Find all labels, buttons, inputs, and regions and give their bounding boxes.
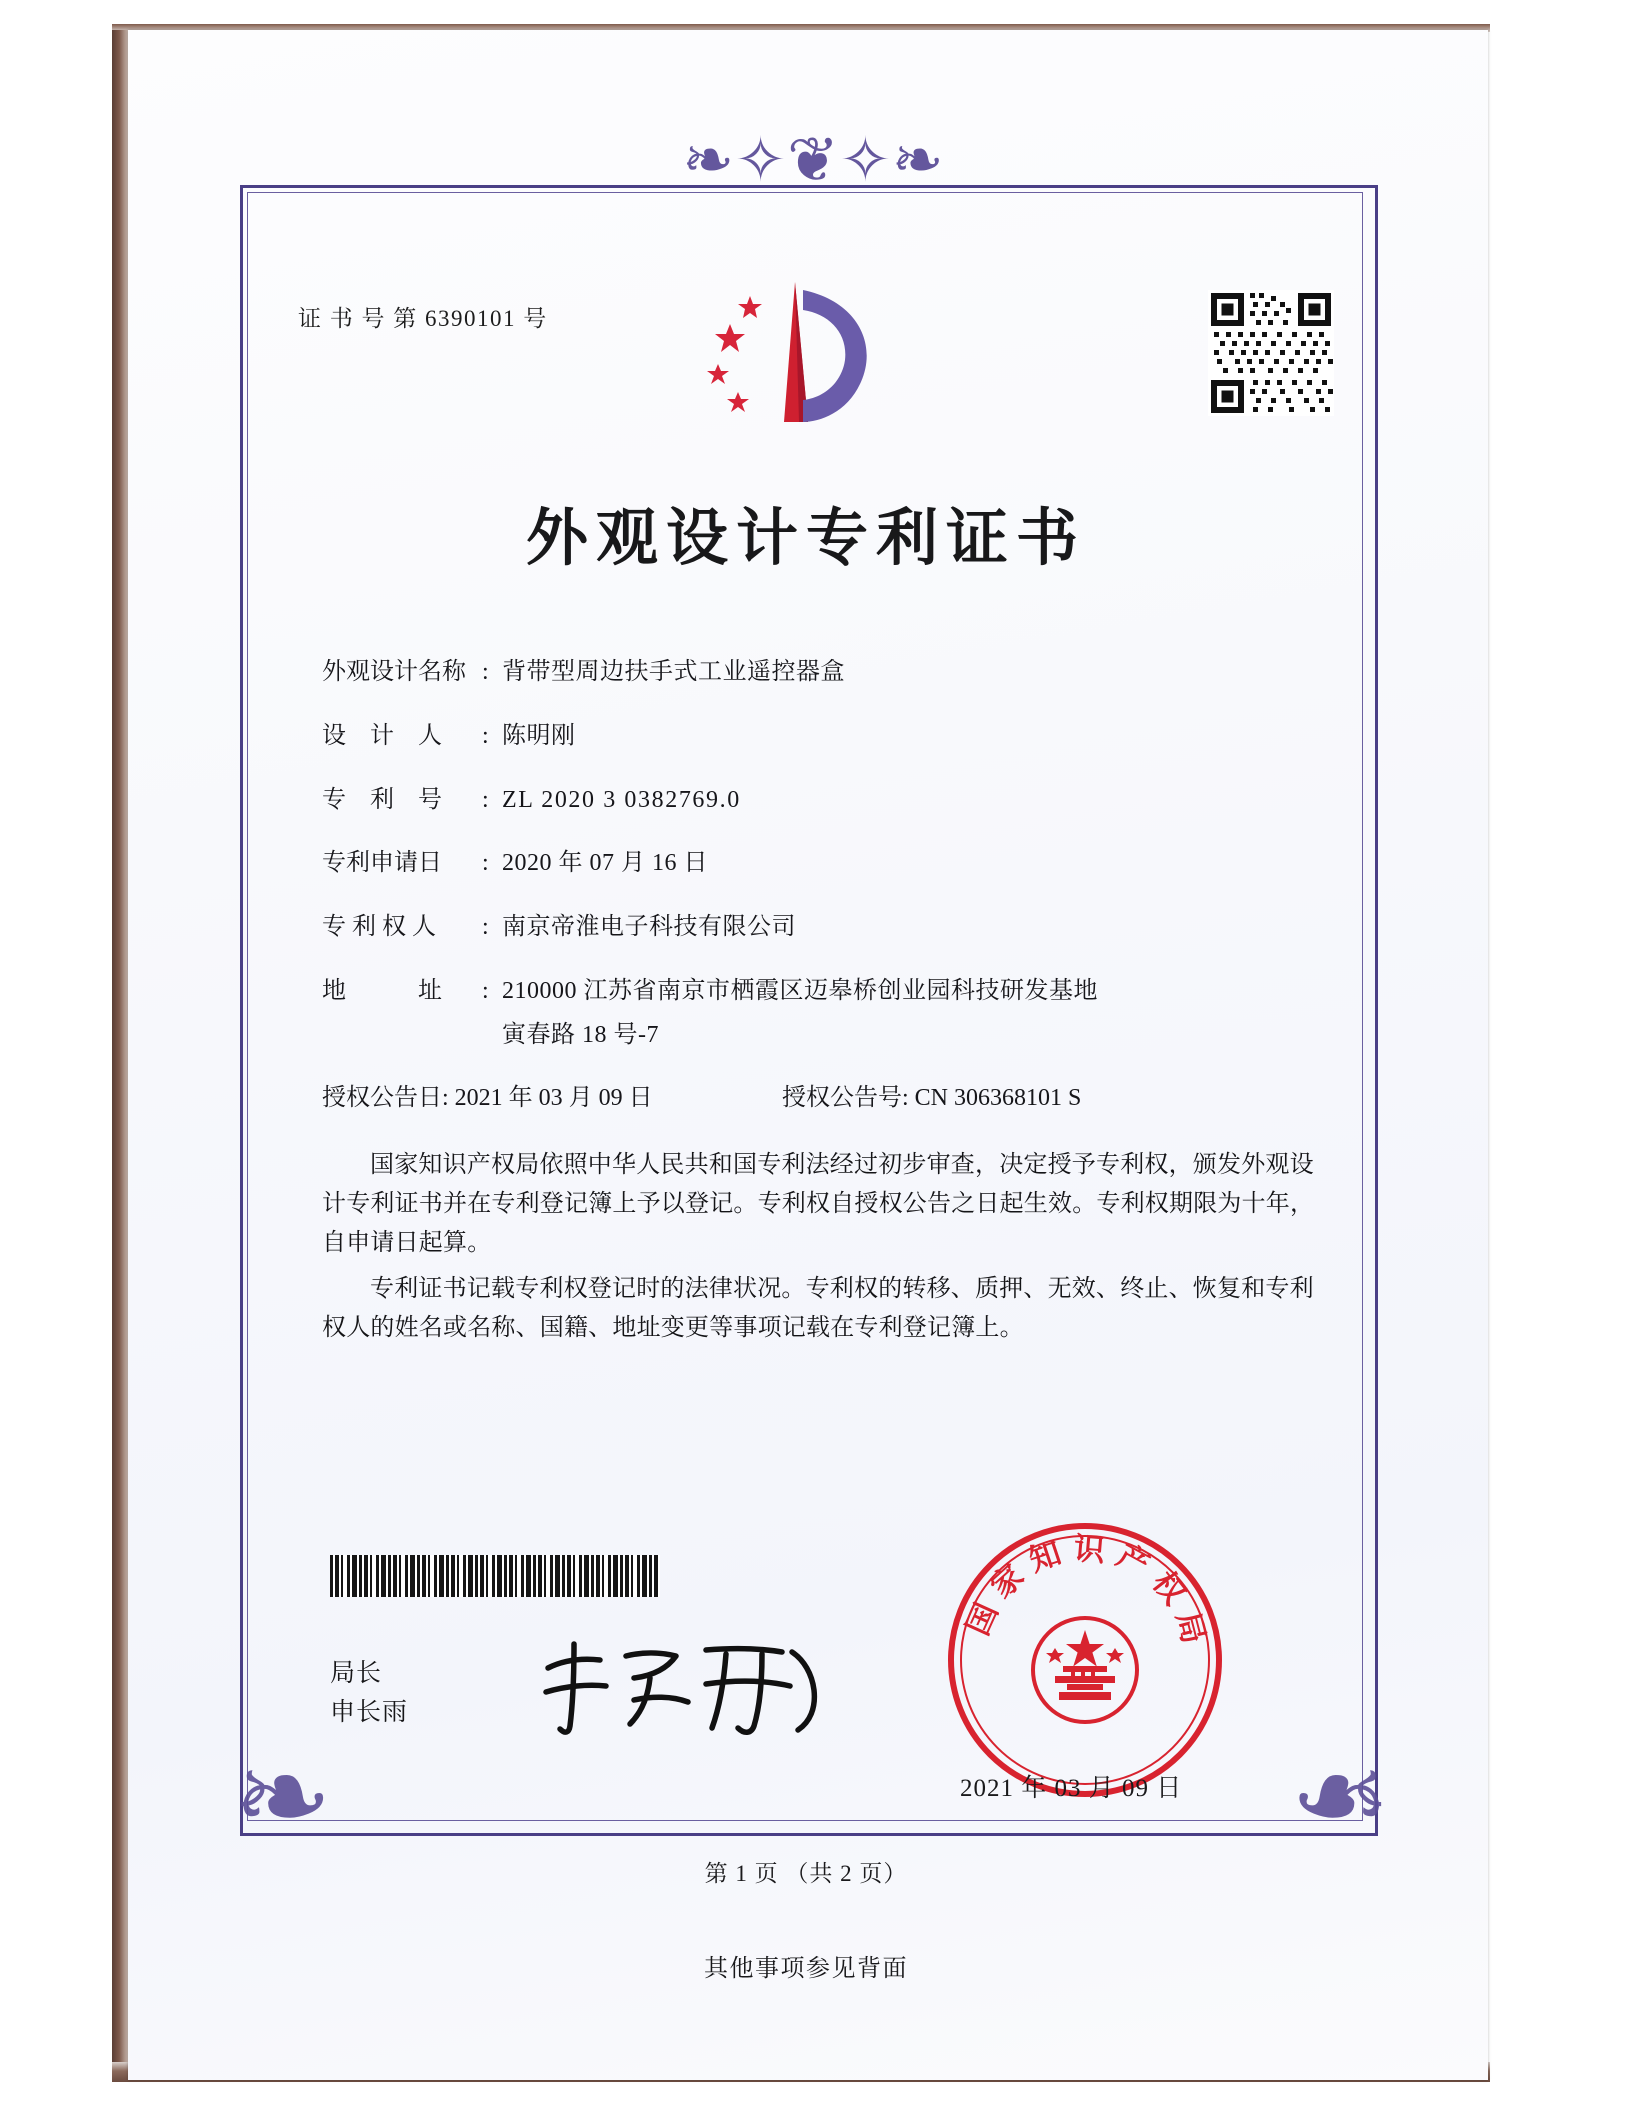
field-publication-number <box>782 1077 1322 1112</box>
field-address <box>322 974 1322 1009</box>
ornament-bottom-left-icon: ❧ <box>232 1731 333 1864</box>
ornament-bottom-right-icon: ❧ <box>1290 1731 1391 1864</box>
official-seal <box>945 1520 1225 1800</box>
field-colon: : <box>482 914 489 941</box>
seal-date: 2021 年 03 月 09 日 <box>960 1775 1183 1802</box>
field-value: 南京帝淮电子科技有限公司 <box>502 914 796 941</box>
page-indicator: 第 1 页 （共 2 页） <box>704 1861 908 1886</box>
field-colon: : <box>442 1084 449 1111</box>
field-address-line2: 寅春路 18 号-7 <box>502 1021 659 1048</box>
legal-paragraph-2: 专利证书记载专利权登记时的法律状况。专利权的转移、质押、无效、终止、恢复和专利权人的姓名或名称、国籍、地址变更等事项记载在专利登记簿上。 <box>322 1276 1314 1342</box>
barcode <box>330 1555 660 1597</box>
legal-paragraph-1: 国家知识产权局依照中华人民共和国专利法经过初步审查，决定授予专利权，颁发外观设计专利证书并在专利登记簿上予以登记。专利权自授权公告之日起生效。专利权期限为十年，自申请日起算。 <box>322 1151 1315 1256</box>
field-designer <box>322 719 1322 754</box>
director-title: 局长 <box>330 1660 383 1687</box>
field-colon: : <box>902 1084 909 1111</box>
field-patent-number <box>322 783 1322 818</box>
certificate-fields <box>322 655 1322 1356</box>
field-label: 设 计 人 <box>322 722 442 749</box>
page-title: 外观设计专利证书 <box>525 501 1086 574</box>
field-colon: : <box>482 850 489 877</box>
field-label: 专 利 权 人 <box>322 914 436 941</box>
field-value: 2021 年 03 月 09 日 <box>454 1084 653 1111</box>
certificate-number: 证 书 号 第 6390101 号 <box>298 306 548 331</box>
field-application-date <box>322 846 1322 881</box>
director-block <box>330 1655 408 1733</box>
field-label: 地 址 <box>322 977 442 1004</box>
qr-code-icon <box>1208 290 1334 416</box>
field-colon: : <box>482 977 489 1004</box>
field-value: 210000 江苏省南京市栖霞区迈皋桥创业园科技研发基地 <box>502 977 1098 1004</box>
field-colon: : <box>482 786 489 813</box>
footer-note: 其他事项参见背面 <box>704 1956 908 1982</box>
field-value: 陈明刚 <box>502 722 576 749</box>
field-value: 2020 年 07 月 16 日 <box>502 850 708 877</box>
field-value: CN 306368101 S <box>914 1084 1082 1111</box>
field-value: ZL 2020 3 0382769.0 <box>502 786 741 813</box>
field-label: 外观设计名称 <box>322 659 466 685</box>
field-label: 专 利 号 <box>322 786 442 813</box>
field-colon: : <box>482 659 489 685</box>
field-value: 背带型周边扶手式工业遥控器盒 <box>502 659 845 685</box>
director-name: 申长雨 <box>330 1698 409 1726</box>
field-label: 专利申请日 <box>322 850 442 877</box>
field-label: 授权公告日 <box>322 1084 442 1111</box>
svg-text:国家知识产权局: 国家知识产权局 <box>959 1530 1215 1657</box>
ornament-top-icon: ❧ ✧ ❦ ✧ ❧ <box>682 127 938 195</box>
field-design-name <box>322 655 1322 690</box>
field-publication-row <box>322 1077 1322 1112</box>
field-patentee <box>322 910 1322 945</box>
cnipa-logo-icon <box>700 272 890 437</box>
handwritten-signature <box>530 1630 840 1740</box>
field-publication-date <box>322 1077 782 1112</box>
field-label: 授权公告号 <box>782 1084 902 1111</box>
field-colon: : <box>482 722 489 749</box>
